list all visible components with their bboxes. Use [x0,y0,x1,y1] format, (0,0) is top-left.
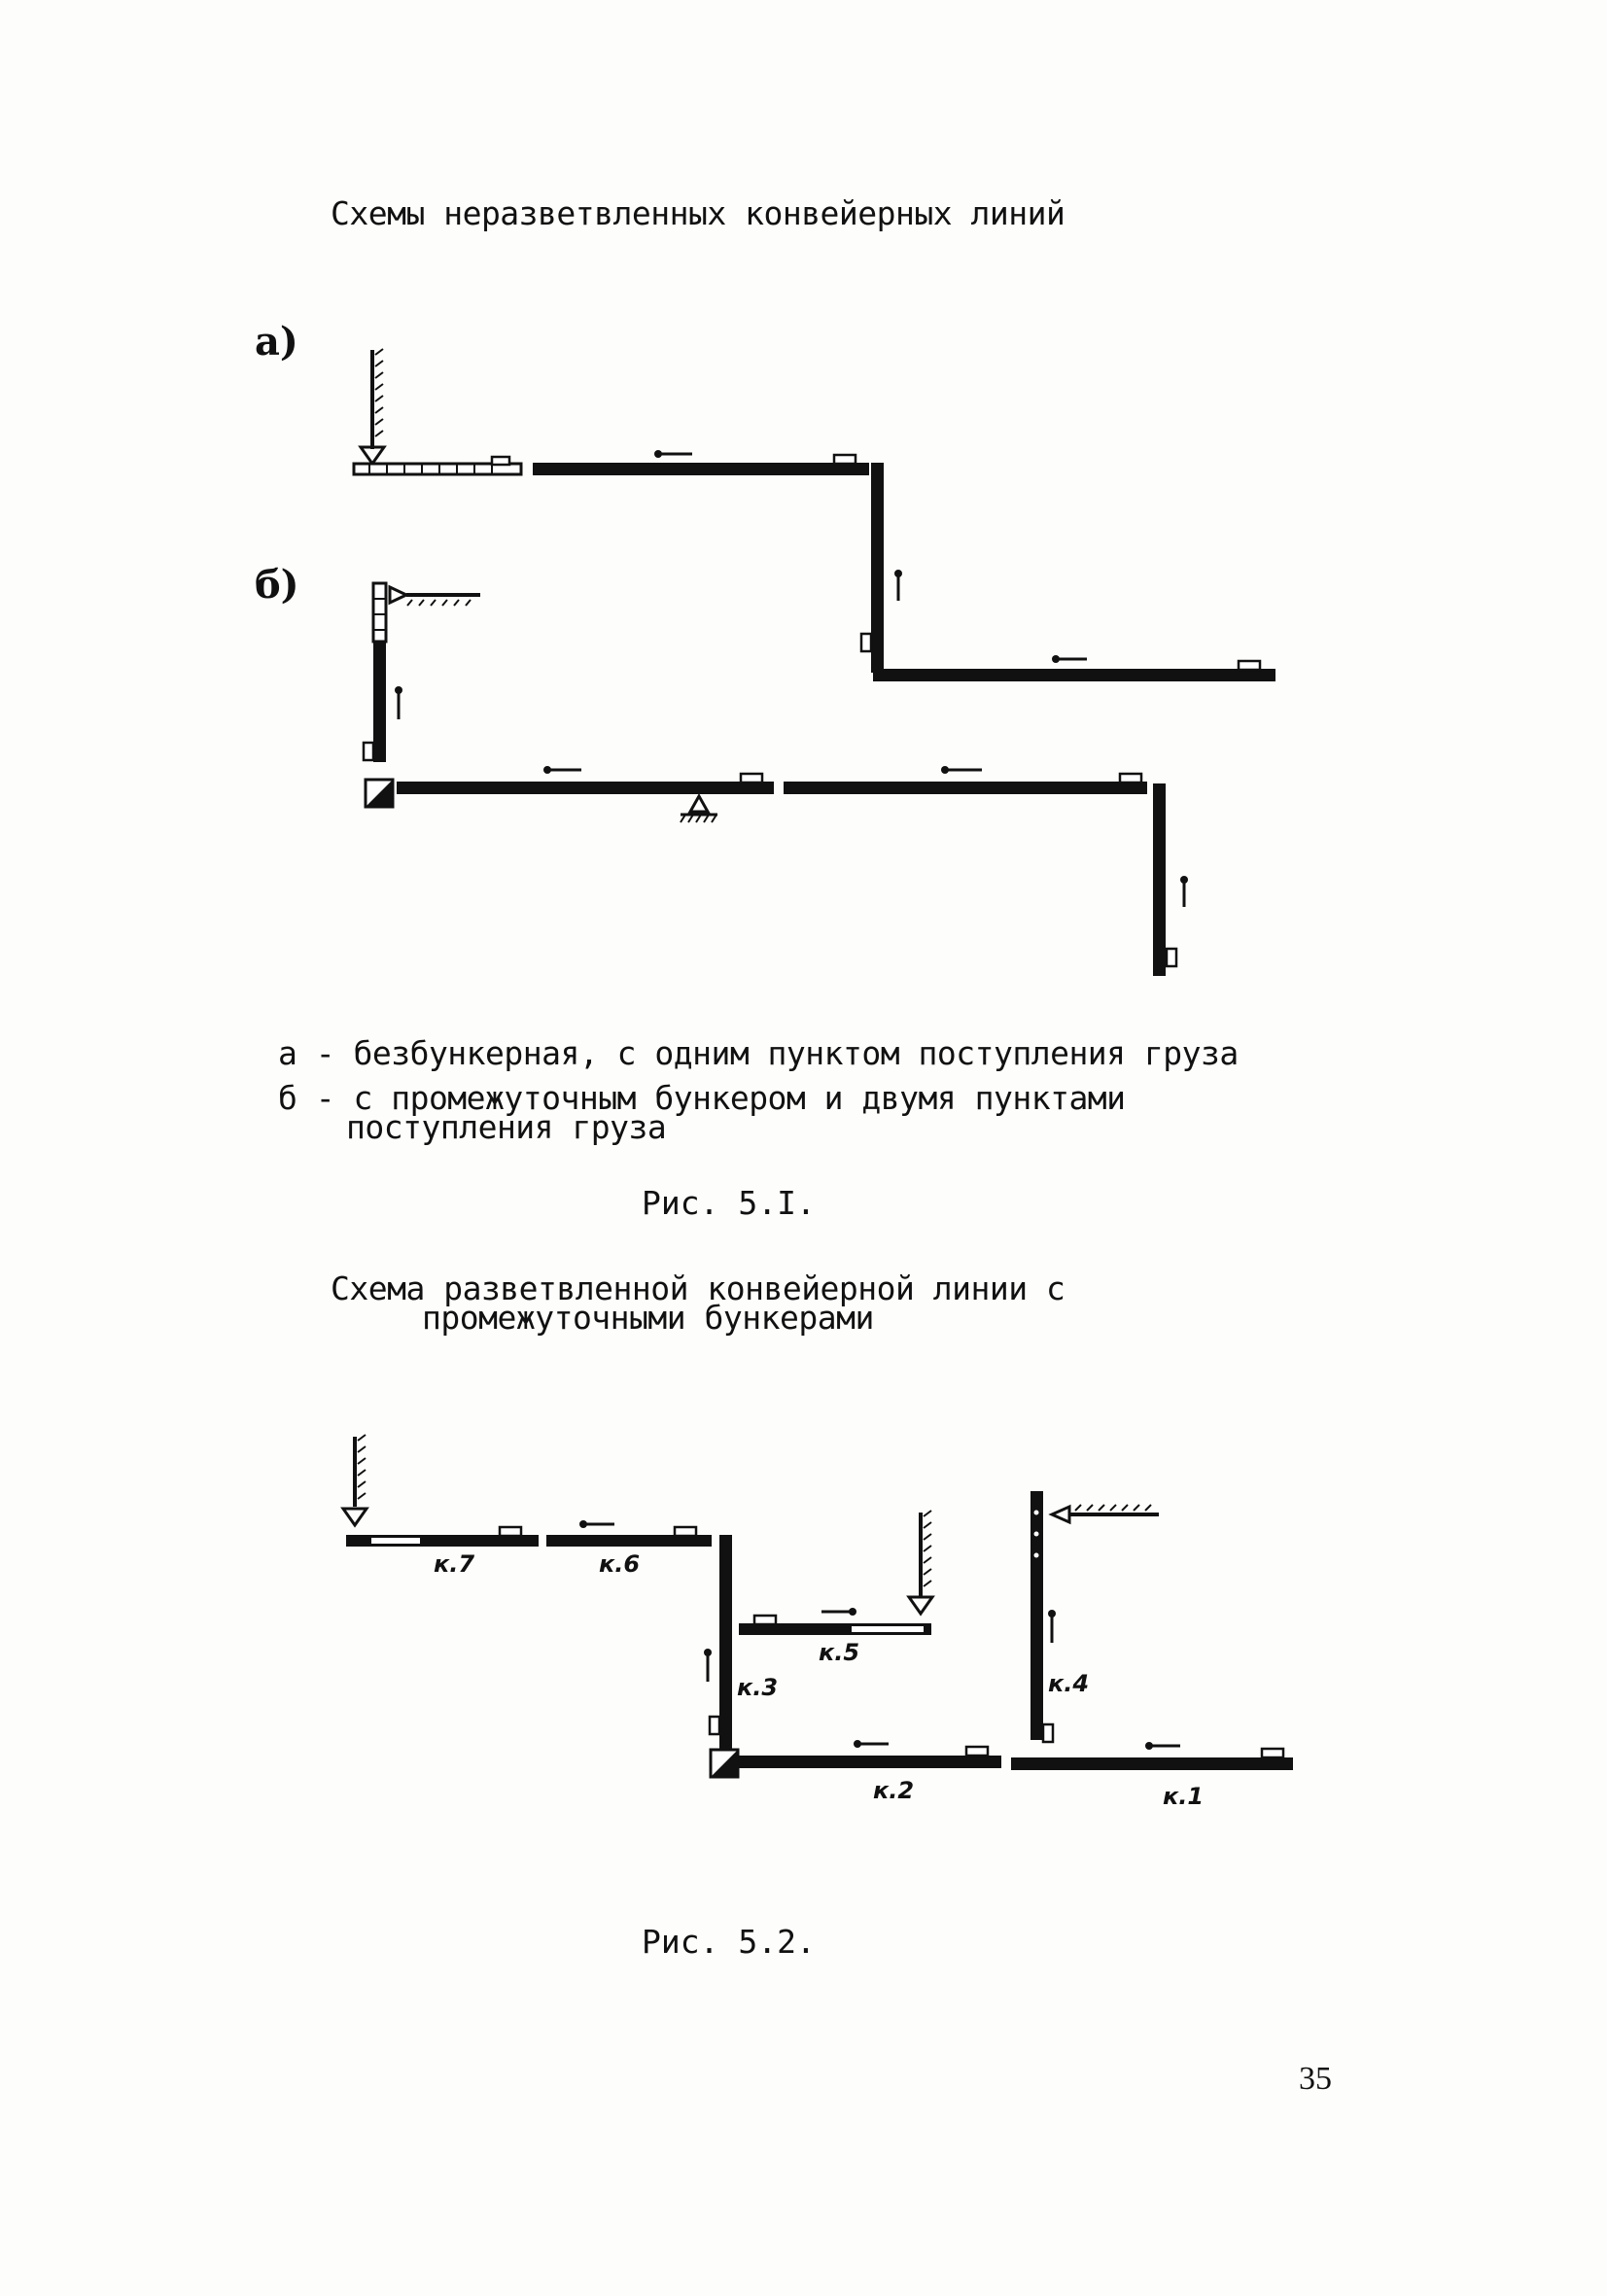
legend-a: а - безбункерная, с одним пунктом поступления груза [278,1034,1239,1072]
legend-b-line1: б - с промежуточным бункером и двумя пунктами [278,1079,1126,1117]
figure-5-1-label-b: б) [255,562,299,608]
figure-5-2-title-line1: Схема разветвленной конвейерной линии с [331,1270,1066,1307]
figure-5-1-caption: Рис. 5.I. [642,1184,816,1222]
legend-b-line2: поступления груза [346,1108,667,1146]
conveyor-label-k5: к.5 [819,1639,860,1666]
conveyor-label-k1: к.1 [1163,1783,1205,1810]
conveyor-label-k2: к.2 [873,1777,915,1804]
figure-5-2-caption: Рис. 5.2. [642,1923,816,1961]
diagram-b [364,583,1188,976]
diagram-a [354,349,1275,681]
figure-5-2-title-line2: промежуточными бункерами [422,1299,874,1337]
page-number: 35 [1299,2061,1332,2097]
conveyor-label-k7: к.7 [434,1550,475,1578]
diagram-5-2 [343,1435,1293,1777]
conveyor-label-k6: к.6 [599,1550,641,1578]
conveyor-label-k3: к.3 [737,1674,779,1701]
figure-5-1-label-a: а) [255,319,298,365]
conveyor-label-k4: к.4 [1048,1670,1090,1697]
feed-point-icon [361,447,384,464]
figure-5-1-title: Схемы неразветвленных конвейерных линий [331,194,1066,232]
